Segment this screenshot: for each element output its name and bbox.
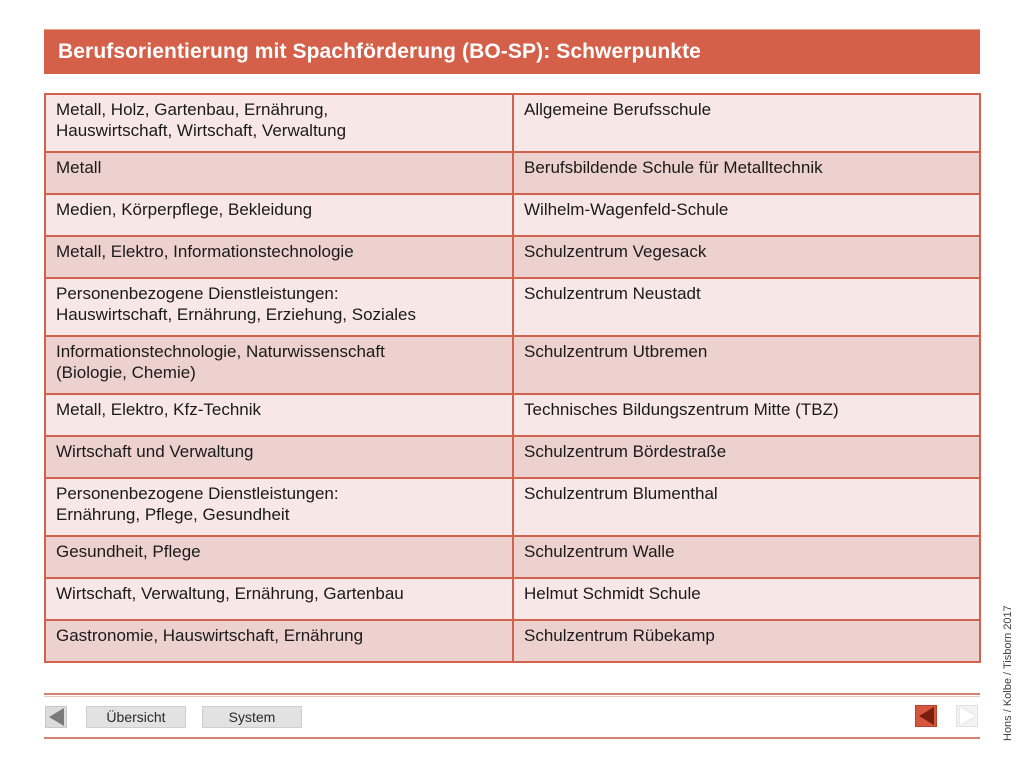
table-row (45, 578, 980, 620)
table-row (45, 194, 980, 236)
school-cell: Schulzentrum Utbremen (513, 336, 980, 394)
focus-cell: Wirtschaft und Verwaltung (45, 436, 513, 478)
school-cell: Schulzentrum Neustadt (513, 278, 980, 336)
schools-table (44, 93, 981, 663)
slide-title-bar (44, 29, 980, 74)
school-cell: Schulzentrum Blumenthal (513, 478, 980, 536)
nav-divider-top (44, 693, 980, 695)
table-row (45, 336, 980, 394)
triangle-left-icon (49, 708, 64, 726)
school-cell: Schulzentrum Vegesack (513, 236, 980, 278)
table-row (45, 436, 980, 478)
credit-text: Hons / Kolbe / Tisborn 2017 (1002, 605, 1014, 741)
table-row (45, 278, 980, 336)
table-row (45, 620, 980, 662)
previous-slide-button[interactable] (45, 706, 67, 728)
table-row (45, 94, 980, 152)
next-slide-button[interactable] (956, 705, 978, 727)
focus-cell: Wirtschaft, Verwaltung, Ernährung, Gartenbau (45, 578, 513, 620)
system-button[interactable]: System (202, 706, 302, 728)
focus-cell: Informationstechnologie, Naturwissenschaft (Biologie, Chemie) (45, 336, 513, 394)
triangle-right-icon (960, 707, 975, 725)
focus-cell: Gastronomie, Hauswirtschaft, Ernährung (45, 620, 513, 662)
school-cell: Schulzentrum Walle (513, 536, 980, 578)
school-cell: Helmut Schmidt Schule (513, 578, 980, 620)
nav-divider-bottom (44, 737, 980, 739)
table-row (45, 536, 980, 578)
table-row (45, 478, 980, 536)
table-row (45, 236, 980, 278)
school-cell: Schulzentrum Rübekamp (513, 620, 980, 662)
focus-cell: Metall, Elektro, Kfz-Technik (45, 394, 513, 436)
table-row (45, 394, 980, 436)
focus-cell: Metall (45, 152, 513, 194)
nav-divider-thin (44, 696, 980, 697)
focus-cell: Medien, Körperpflege, Bekleidung (45, 194, 513, 236)
focus-cell: Gesundheit, Pflege (45, 536, 513, 578)
focus-cell: Metall, Elektro, Informationstechnologie (45, 236, 513, 278)
focus-cell: Personenbezogene Dienstleistungen: Hauswirtschaft, Ernährung, Erziehung, Soziales (45, 278, 513, 336)
slide-title: Berufsorientierung mit Spachförderung (BO-SP): Schwerpunkte (58, 40, 701, 63)
overview-button[interactable]: Übersicht (86, 706, 186, 728)
school-cell: Allgemeine Berufsschule (513, 94, 980, 152)
school-cell: Berufsbildende Schule für Metalltechnik (513, 152, 980, 194)
school-cell: Wilhelm-Wagenfeld-Schule (513, 194, 980, 236)
triangle-left-icon (919, 707, 934, 725)
school-cell: Schulzentrum Bördestraße (513, 436, 980, 478)
table-row (45, 152, 980, 194)
school-cell: Technisches Bildungszentrum Mitte (TBZ) (513, 394, 980, 436)
back-button[interactable] (915, 705, 937, 727)
focus-cell: Metall, Holz, Gartenbau, Ernährung, Hauswirtschaft, Wirtschaft, Verwaltung (45, 94, 513, 152)
focus-cell: Personenbezogene Dienstleistungen: Ernährung, Pflege, Gesundheit (45, 478, 513, 536)
